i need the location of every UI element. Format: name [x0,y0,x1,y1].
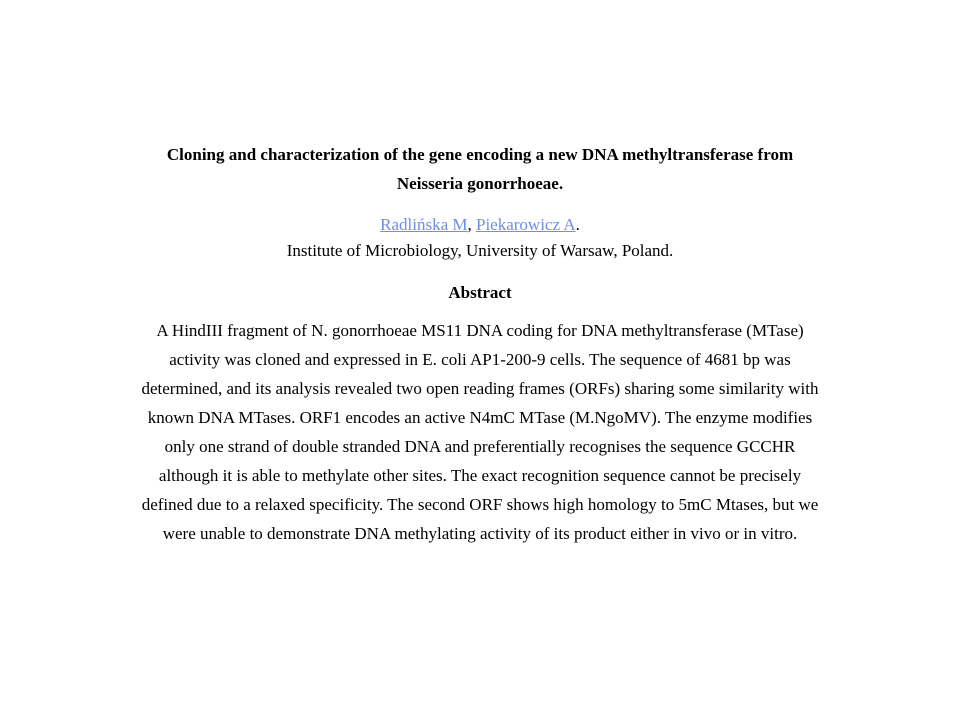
abstract-line: defined due to a relaxed specificity. The second ORF shows high homology to 5mC Mtases, but we [141,495,819,514]
abstract-body [40,316,920,548]
abstract-line: A HindIII fragment of N. gonorrhoeae MS11 DNA coding for DNA methyltransferase (MTase) [156,321,804,340]
abstract-heading: Abstract [448,283,512,302]
abstract-line: activity was cloned and expressed in E. coli AP1-200-9 cells. The sequence of 4681 bp was [169,350,791,369]
author-separator: , [467,215,476,234]
author-list [40,212,920,238]
paper-abstract-page [40,140,920,548]
author-link-radlinska[interactable]: Radlińska M [380,215,468,234]
paper-title [40,140,920,198]
abstract-line: although it is able to methylate other sites. The exact recognition sequence cannot be precisely [158,466,802,485]
paper-title-line-2: Neisseria gonorrhoeae. [396,174,564,193]
abstract-line: determined, and its analysis revealed two open reading frames (ORFs) sharing some similarity with [141,379,819,398]
abstract-line: only one strand of double stranded DNA and preferentially recognises the sequence GCCHR [164,437,796,456]
affiliation: Institute of Microbiology, University of Warsaw, Poland. [286,241,674,260]
paper-title-line-1: Cloning and characterization of the gene encoding a new DNA methyltransferase from [166,145,794,164]
author-trailing-period: . [575,215,580,234]
author-link-piekarowicz[interactable]: Piekarowicz A [476,215,576,234]
abstract-line: known DNA MTases. ORF1 encodes an active N4mC MTase (M.NgoMV). The enzyme modifies [147,408,813,427]
abstract-line: were unable to demonstrate DNA methylating activity of its product either in vivo or in vitro. [162,524,798,543]
